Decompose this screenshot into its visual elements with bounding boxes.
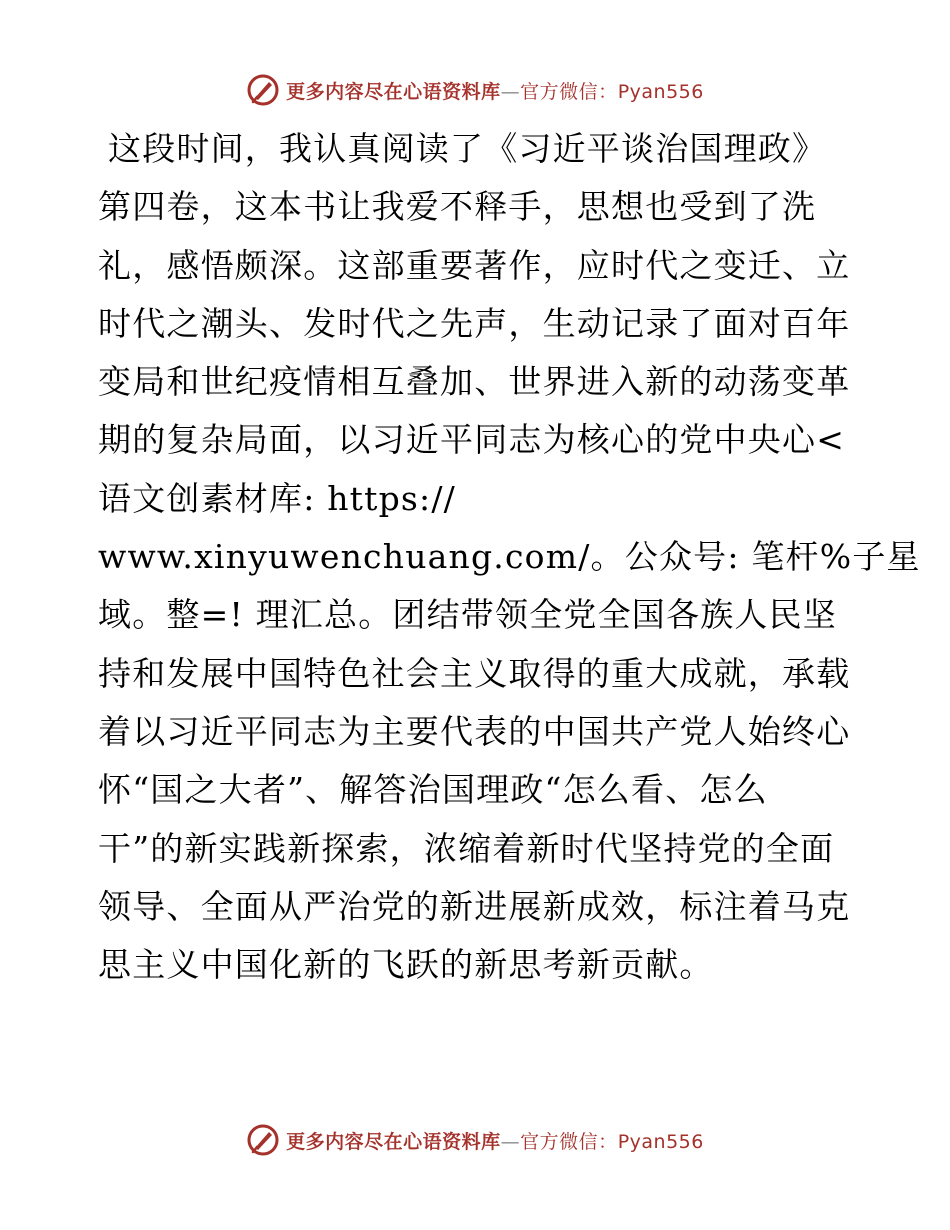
text-line: www.xinyuwenchuang.com/。公众号: 笔杆%子星 <box>98 537 921 577</box>
text-line: 这段时间，我认真阅读了《习近平谈治国理政》 <box>108 129 827 168</box>
wechat-label: 官方微信： <box>520 80 618 103</box>
text-line: 干”的新实践新探索，浓缩着新时代坚持党的全面 <box>98 828 835 868</box>
article-body <box>98 120 921 994</box>
text-line: 礼，感悟颇深。这部重要著作，应时代之变迁、立 <box>98 245 851 285</box>
text-line: 领导、全面从严治党的新进展新成效，标注着马克 <box>98 886 851 926</box>
brand-text: 更多内容尽在心语资料库 <box>286 80 501 103</box>
banner-separator: — <box>500 1130 521 1153</box>
header-banner <box>0 68 950 112</box>
text-line: 思主义中国化新的飞跃的新思考新贡献。 <box>98 945 714 985</box>
wechat-id: Pyan556 <box>617 1130 704 1153</box>
wechat-id: Pyan556 <box>617 80 704 103</box>
text-line: 时代之潮头、发时代之先声，生动记录了面对百年 <box>98 303 851 343</box>
text-line: 怀“国之大者”、解答治国理政“怎么看、怎么 <box>98 770 768 810</box>
footer-banner <box>0 1118 950 1162</box>
feather-quill-icon <box>246 73 280 107</box>
banner-text <box>286 77 704 104</box>
text-line: 第四卷，这本书让我爱不释手，思想也受到了洗 <box>98 187 817 227</box>
text-line: 期的复杂局面，以习近平同志为核心的党中央心< <box>98 420 846 460</box>
text-line: 持和发展中国特色社会主义取得的重大成就，承载 <box>98 653 851 693</box>
wechat-label: 官方微信： <box>520 1130 618 1153</box>
brand-text: 更多内容尽在心语资料库 <box>286 1130 501 1153</box>
banner-separator: — <box>500 80 521 103</box>
feather-quill-icon <box>246 1123 280 1157</box>
text-line: 语文创素材库: https:// <box>98 478 456 518</box>
text-line: 着以习近平同志为主要代表的中国共产党人始终心 <box>98 711 851 751</box>
text-line: 域。整=! 理汇总。团结带领全党全国各族人民坚 <box>98 595 838 635</box>
banner-text <box>286 1127 704 1154</box>
text-line: 变局和世纪疫情相互叠加、世界进入新的动荡变革 <box>98 362 851 402</box>
